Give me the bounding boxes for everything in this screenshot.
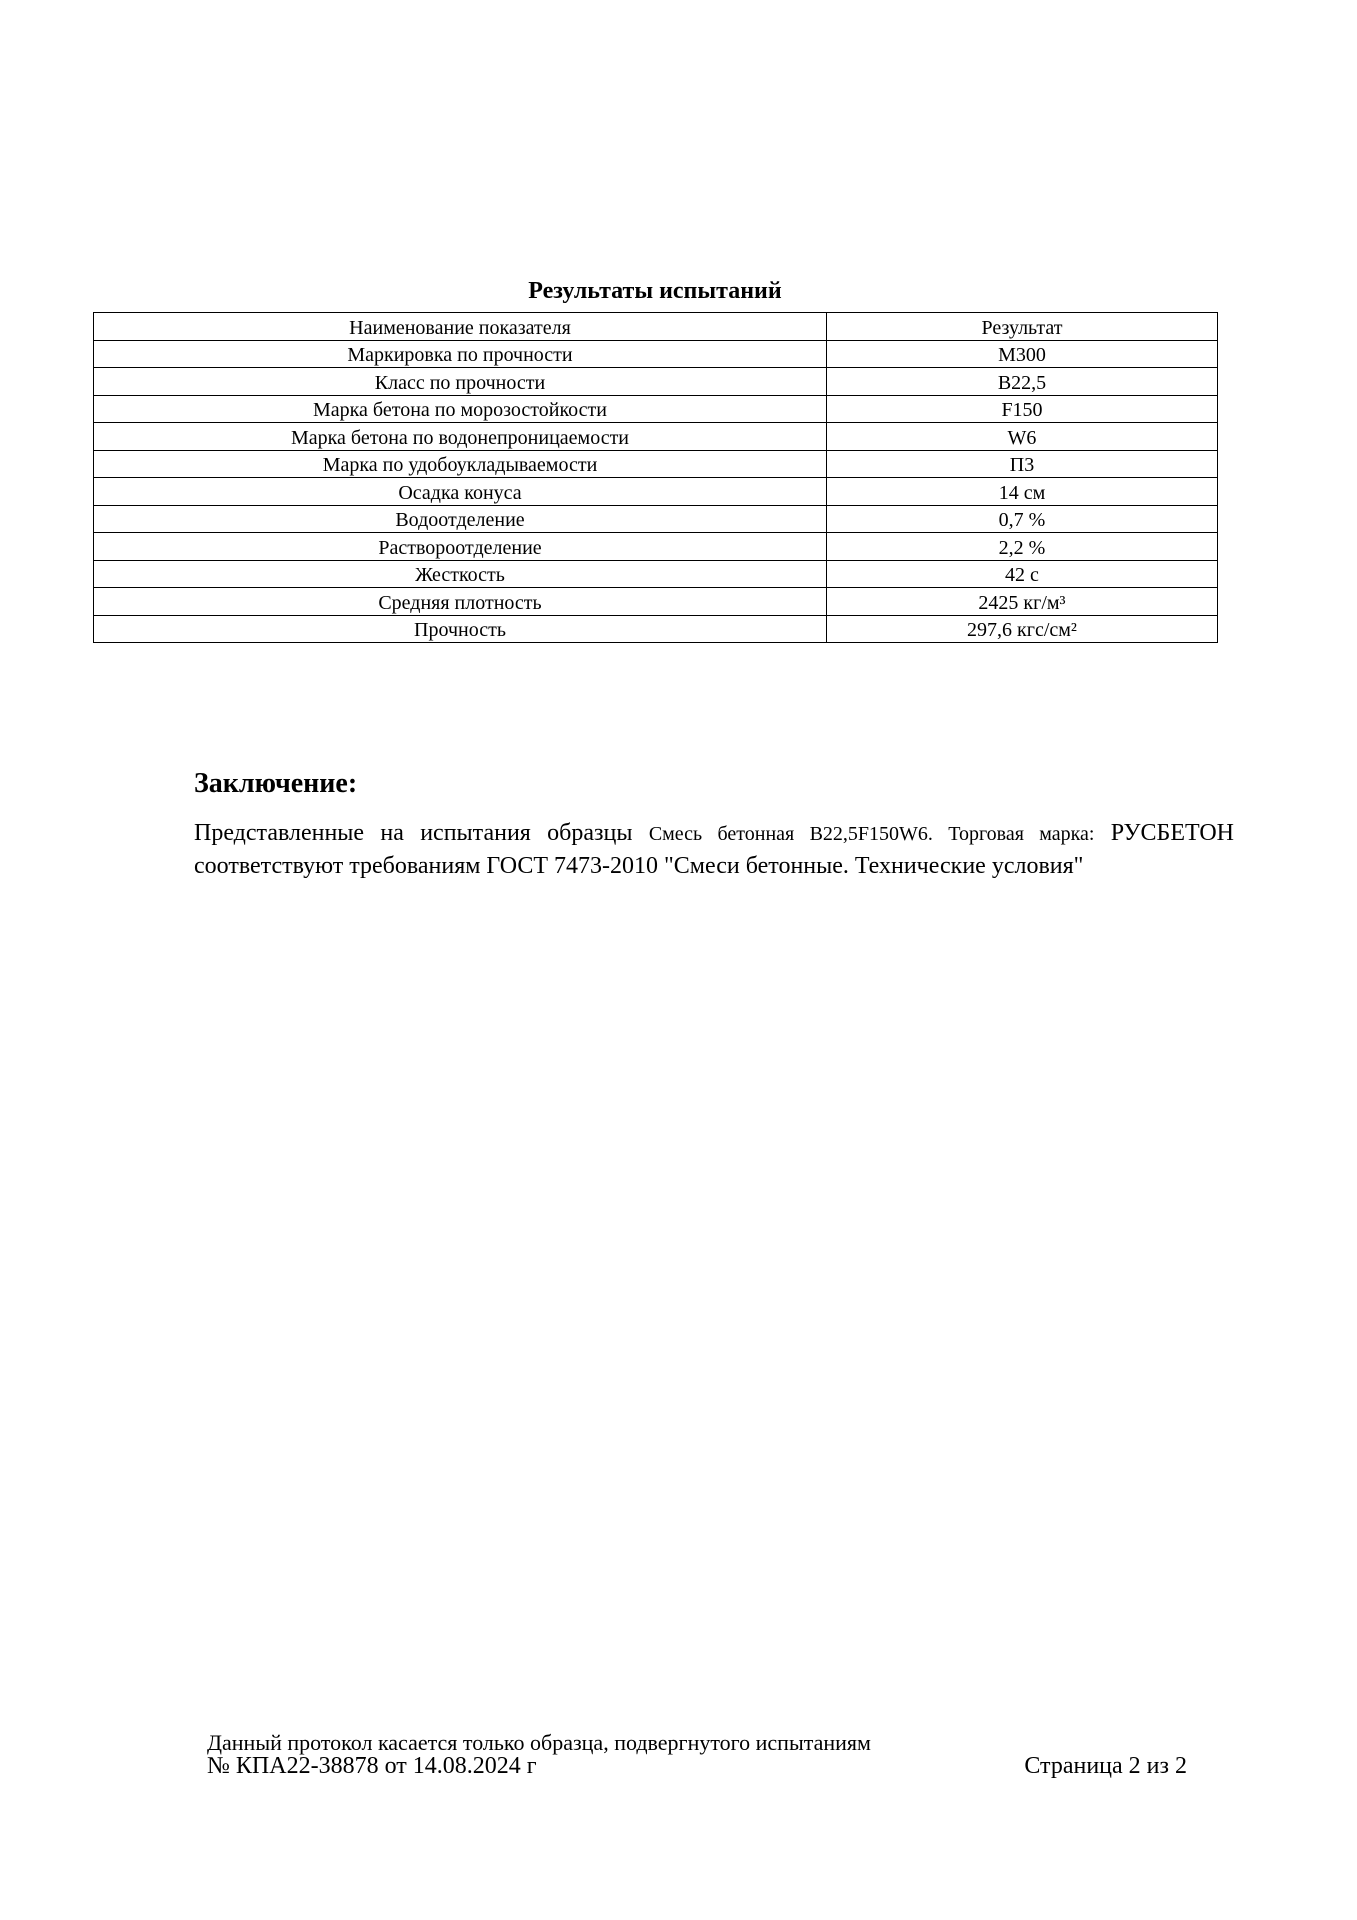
indicator-result: 0,7 %	[827, 505, 1218, 533]
footer-note: Данный протокол касается только образца, подвергнутого испытаниям	[207, 1730, 871, 1755]
indicator-result: П3	[827, 450, 1218, 478]
indicator-result: 14 см	[827, 478, 1218, 506]
indicator-name: Раствороотделение	[94, 533, 827, 561]
conclusion-text	[194, 817, 1234, 882]
table-header-row	[94, 313, 1218, 341]
conclusion-text-part: Представленные на испытания образцы	[194, 820, 649, 846]
table-row	[94, 505, 1218, 533]
indicator-name: Водоотделение	[94, 505, 827, 533]
table-row	[94, 478, 1218, 506]
indicator-result: 42 с	[827, 560, 1218, 588]
indicator-result: F150	[827, 395, 1218, 423]
page-number: Страница 2 из 2	[1024, 1753, 1187, 1779]
table-row	[94, 395, 1218, 423]
indicator-name: Прочность	[94, 615, 827, 643]
conclusion-title: Заключение:	[194, 768, 358, 799]
protocol-number: № КПА22-38878 от 14.08.2024 г	[207, 1753, 537, 1779]
conclusion-text-part: РУСБЕТОН соответствуют требованиям ГОСТ 7473-2010 "Смеси бетонные. Технические условия"	[194, 820, 1235, 879]
indicator-name: Марка по удобоукладываемости	[94, 450, 827, 478]
table-row	[94, 423, 1218, 451]
indicator-result: 2,2 %	[827, 533, 1218, 561]
indicator-name: Маркировка по прочности	[94, 340, 827, 368]
table-row	[94, 368, 1218, 396]
results-table	[93, 312, 1218, 643]
table-row	[94, 450, 1218, 478]
indicator-result: W6	[827, 423, 1218, 451]
indicator-name: Средняя плотность	[94, 588, 827, 616]
indicator-name: Жесткость	[94, 560, 827, 588]
indicator-result: 297,6 кгс/см²	[827, 615, 1218, 643]
indicator-name: Марка бетона по морозостойкости	[94, 395, 827, 423]
table-row	[94, 588, 1218, 616]
table-row	[94, 560, 1218, 588]
results-title: Результаты испытаний	[528, 278, 782, 304]
indicator-name: Марка бетона по водонепроницаемости	[94, 423, 827, 451]
indicator-result: М300	[827, 340, 1218, 368]
conclusion-product-name: Смесь бетонная В22,5F150W6. Торговая марка:	[648, 823, 1095, 845]
header-indicator-name: Наименование показателя	[94, 313, 827, 341]
table-row	[94, 615, 1218, 643]
header-result: Результат	[827, 313, 1218, 341]
table-row	[94, 340, 1218, 368]
indicator-name: Класс по прочности	[94, 368, 827, 396]
table-row	[94, 533, 1218, 561]
indicator-result: В22,5	[827, 368, 1218, 396]
indicator-result: 2425 кг/м³	[827, 588, 1218, 616]
indicator-name: Осадка конуса	[94, 478, 827, 506]
